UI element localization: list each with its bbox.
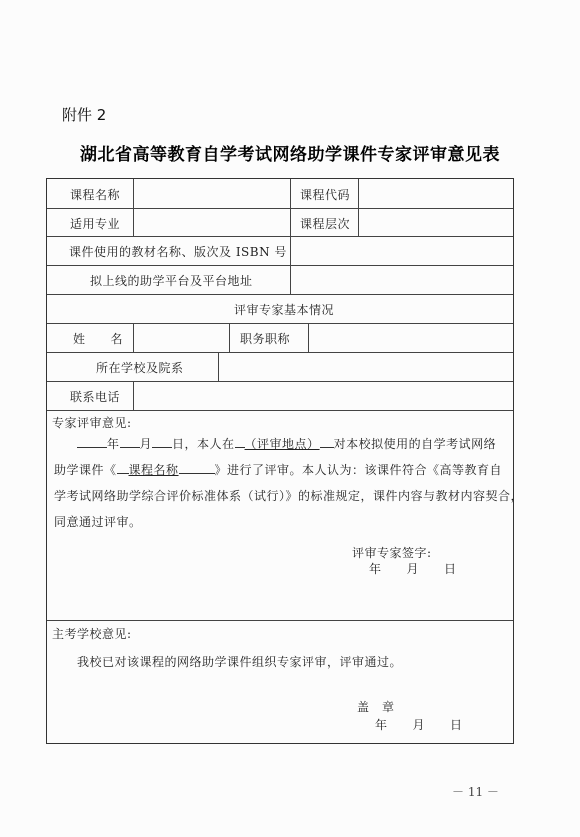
school-date: 年 月 日	[375, 718, 463, 732]
row-divider	[47, 323, 513, 324]
col-divider	[133, 323, 134, 352]
opinion-line-3: 学考试网络助学综合评价标准体系（试行）》的标准规定，课件内容与教材内容契合，	[54, 489, 524, 503]
col-divider	[218, 352, 219, 381]
col-divider	[358, 179, 359, 236]
row-divider	[47, 208, 513, 209]
col-divider	[133, 179, 134, 236]
month-blank[interactable]	[120, 434, 140, 448]
row-divider	[47, 265, 513, 266]
col-divider	[229, 323, 230, 352]
form-title: 湖北省高等教育自学考试网络助学课件专家评审意见表	[80, 145, 500, 165]
major-label: 适用专业	[70, 217, 121, 231]
school-label: 所在学校及院系	[96, 361, 184, 375]
page-number: － 11 －	[452, 785, 499, 799]
expert-signature-date: 年 月 日	[369, 562, 457, 576]
expert-opinion-label: 专家评审意见:	[52, 416, 132, 430]
school-opinion-label: 主考学校意见:	[52, 627, 132, 641]
row-divider	[47, 620, 513, 621]
col-divider	[308, 323, 309, 352]
row-divider	[47, 381, 513, 382]
textbook-label: 课件使用的教材名称、版次及 ISBN 号	[69, 245, 287, 259]
review-form	[46, 178, 524, 744]
course-code-label: 课程代码	[300, 188, 351, 202]
col-divider	[133, 381, 134, 410]
expert-section-heading: 评审专家基本情况	[234, 303, 335, 317]
expert-signature-label: 评审专家签字:	[352, 546, 432, 560]
attachment-label: 附件 2	[62, 106, 107, 124]
phone-label: 联系电话	[70, 390, 121, 404]
col-divider	[290, 236, 291, 294]
course-name-placeholder[interactable]: 课程名称	[128, 463, 179, 477]
seal-label: 盖 章	[357, 700, 395, 714]
row-divider	[47, 410, 513, 411]
row-divider	[47, 352, 513, 353]
opinion-line-2: 助学课件《 课程名称 》进行了评审。本人认为：该课件符合《高等教育自	[54, 460, 502, 480]
place-placeholder[interactable]: （评审地点）	[244, 437, 320, 451]
row-divider	[47, 294, 513, 295]
course-name-label: 课程名称	[70, 188, 121, 202]
school-opinion-text: 我校已对该课程的网络助学课件组织专家评审，评审通过。	[77, 655, 403, 669]
platform-label: 拟上线的助学平台及平台地址	[90, 274, 253, 288]
course-level-label: 课程层次	[300, 217, 351, 231]
col-divider	[290, 179, 291, 236]
year-blank[interactable]	[77, 434, 107, 448]
opinion-line-1: 年 月 日，本人在 （评审地点） 对本校拟使用的自学考试网络	[77, 434, 496, 454]
row-divider	[47, 236, 513, 237]
day-blank[interactable]	[152, 434, 172, 448]
name-label: 姓 名	[73, 332, 124, 346]
position-label: 职务职称	[240, 332, 291, 346]
opinion-line-4: 同意通过评审。	[54, 515, 142, 529]
